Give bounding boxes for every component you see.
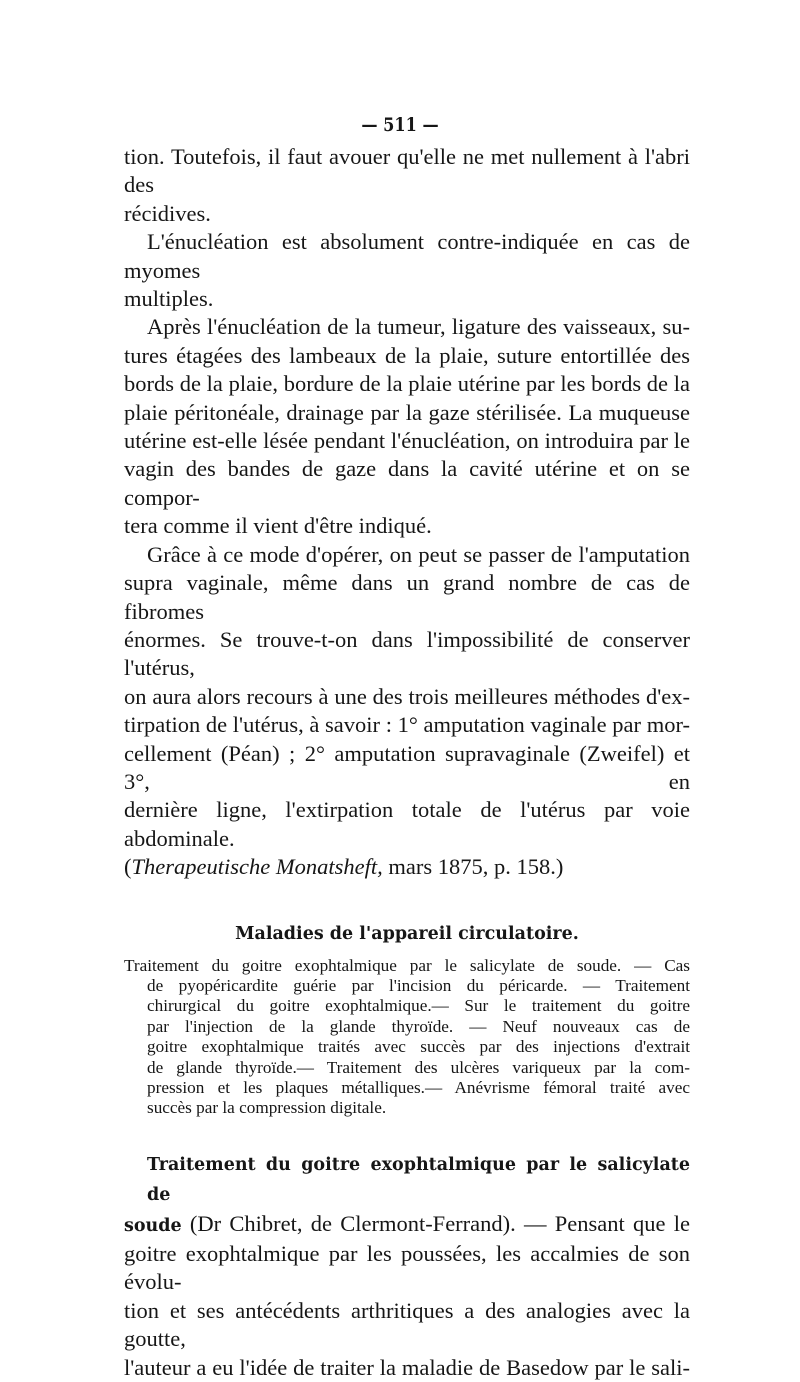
summary-line: de glande thyroïde.— Traitement des ulcères variqueux par la com- [147,1057,690,1077]
section-summary [124,956,690,1119]
summary-line: chirurgical du goitre exophtalmique.— Sur le traitement du goitre [147,996,690,1016]
section-heading: Maladies de l'appareil circulatoire. [235,923,579,944]
article-title-continued: soude [124,1215,182,1236]
summary-line: Traitement du goitre exophtalmique par le salicylate de soude. — Cas [124,955,690,975]
text-line: bords de la plaie, bordure de la plaie utérine par les bords de la [124,371,690,397]
text-line: multiples. [124,286,214,312]
text-line: tures étagées des lambeaux de la plaie, suture entortillée des [124,342,690,368]
text-line: vagin des bandes de gaze dans la cavité utérine et on se compor- [124,456,690,510]
text-line: tion. Toutefois, il faut avouer qu'elle ne met nullement à l'abri des [124,144,690,198]
page-number: — 511 — [361,114,439,136]
paragraph-2 [124,228,690,313]
text-line: tion et ses antécédents arthritiques a des analogies avec la goutte, [124,1297,690,1352]
summary-line: goitre exophtalmique traités avec succès par des injections d'extrait [147,1037,690,1057]
text-line: Grâce à ce mode d'opérer, on peut se passer de l'amputation [147,541,690,567]
citation [124,853,690,881]
text-line: l'auteur a eu l'idée de traiter la maladie de Basedow par le sali- [124,1354,690,1380]
citation-title: Therapeutische Monatsheft, [131,854,383,880]
text-line: on aura alors recours à une des trois meilleures méthodes d'ex- [124,683,690,709]
paragraph-4 [124,541,690,882]
summary-line: succès par la compression digitale. [147,1098,387,1118]
paragraph-3 [124,313,690,540]
article-author: (Dr Chibret, de Clermont-Ferrand). — Pensant que le [181,1210,690,1236]
text-line: tirpation de l'utérus, à savoir : 1° amputation vaginale par mor- [124,712,690,738]
text-line: tera comme il vient d'être indiqué. [124,513,432,539]
text-line: cellement (Péan) ; 2° amputation supravaginale (Zweifel) et 3°, en [124,740,690,794]
summary-line: de pyopéricardite guérie par l'incision du péricarde. — Traitement [147,975,690,995]
text-line [124,1210,690,1240]
text-line: supra vaginale, même dans un grand nombre de cas de fibromes [124,570,690,624]
summary-line: par l'injection de la glande thyroïde. — Neuf nouveaux cas de [147,1016,690,1036]
text-line: récidives. [124,200,211,226]
citation-rest: mars 1875, p. 158.) [382,854,564,880]
text-line: utérine est-elle lésée pendant l'énucléation, on introduira par le [124,428,690,454]
summary-line: pression et les plaques métalliques.— Anévrisme fémoral traité avec [147,1078,690,1097]
text-line: goitre exophtalmique par les poussées, les accalmies de son évolu- [124,1241,690,1295]
citation-open: ( [124,854,132,880]
page-body [124,143,690,1382]
article-title: Traitement du goitre exophtalmique par le salicylate de [147,1154,690,1206]
text-line: plaie péritonéale, drainage par la gaze stérilisée. La muqueuse [124,399,690,425]
paragraph-1 [124,143,690,228]
article-paragraph [124,1149,690,1382]
text-line: énormes. Se trouve-t-on dans l'impossibilité de conserver l'utérus, [124,626,690,681]
article-title-line [124,1149,690,1210]
text-line: Après l'énucléation de la tumeur, ligature des vaisseaux, su- [147,314,690,340]
text-line: dernière ligne, l'extirpation totale de l'utérus par voie abdominale. [124,797,690,851]
text-line: L'énucléation est absolument contre-indiquée en cas de myomes [124,229,690,283]
